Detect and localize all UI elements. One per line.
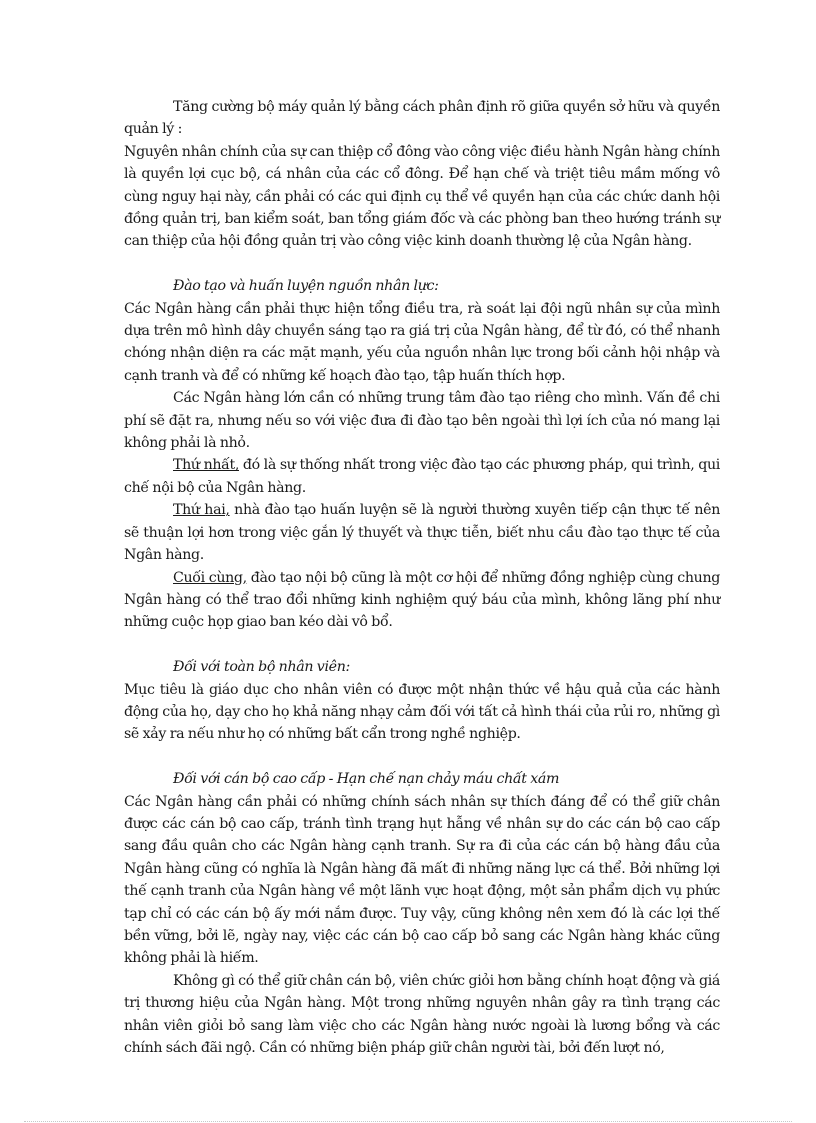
- spacer: [124, 746, 720, 768]
- section2-paragraph-3: [124, 454, 720, 499]
- section3-paragraph: Mục tiêu là giáo dục cho nhân viên có được một nhận thức về hậu quả của các hành động của họ, dạy cho họ khả năng nhạy cảm đối với tất cả hình thái của rủi ro, những gì sẽ xảy ra nếu như họ có những bất cẩn trong nghề nghiệp.: [124, 681, 720, 743]
- first-point-text: đó là sự thống nhất trong việc đào tạo các phương pháp, qui trình, qui chế nội bộ của Ngân hàng.: [124, 457, 720, 496]
- section4-paragraph-2: Không gì có thể giữ chân cán bộ, viên chức giỏi hơn bằng chính hoạt động và giá trị thương hiệu của Ngân hàng. Một trong những nguyên nhân gây ra tình trạng các nhân viên giỏi bỏ sang làm việc cho các Ngân hàng nước ngoài là lương bổng và các chính sách đãi ngộ. Cần có những biện pháp giữ chân người tài, bởi đến lượt nó,: [124, 972, 720, 1057]
- section3-heading: Đối với toàn bộ nhân viên:: [173, 659, 350, 676]
- section4-heading: Đối với cán bộ cao cấp - Hạn chế nạn chảy máu chất xám: [173, 771, 560, 788]
- spacer: [124, 634, 720, 656]
- second-point-label: Thứ hai,: [173, 502, 230, 519]
- final-point-label: Cuối cùng,: [173, 569, 247, 586]
- section2-paragraph-2: Các Ngân hàng lớn cần có những trung tâm đào tạo riêng cho mình. Vấn đề chi phí sẽ đặt ra, nhưng nếu so với việc đưa đi đào tạo bên ngoài thì lợi ích của nó mang lại không phải là nhỏ.: [124, 390, 720, 452]
- section2-heading: Đào tạo và huấn luyện nguồn nhân lực:: [173, 278, 439, 295]
- page-bottom-divider: [24, 1121, 792, 1122]
- section1-paragraph: Nguyên nhân chính của sự can thiệp cổ đông vào công việc điều hành Ngân hàng chính là quyền lợi cục bộ, cá nhân của các cổ đông. Để hạn chế và triệt tiêu mầm mống vô cùng nguy hại này, cần phải có các qui định cụ thể về quyền hạn của các chức danh hội đồng quản trị, ban kiểm soát, ban tổng giám đốc và các phòng ban theo hướng tránh sự can thiệp của hội đồng quản trị vào công việc kinh doanh thường lệ của Ngân hàng.: [124, 143, 720, 250]
- section2-paragraph-1: Các Ngân hàng cần phải thực hiện tổng điều tra, rà soát lại đội ngũ nhân sự của mình dựa trên mô hình dây chuyền sáng tạo ra giá trị của Ngân hàng, để từ đó, có thể nhanh chóng nhận diện ra các mặt mạnh, yếu của nguồn nhân lực trong bối cảnh hội nhập và cạnh tranh và để có những kế hoạch đào tạo, tập huấn thích hợp.: [124, 300, 720, 384]
- section1-intro: Tăng cường bộ máy quản lý bằng cách phân định rõ giữa quyền sở hữu và quyền quản lý :: [124, 99, 720, 138]
- first-point-label: Thứ nhất,: [173, 457, 239, 474]
- section2-paragraph-4: [124, 499, 720, 566]
- section2-paragraph-5: [124, 567, 720, 634]
- document-body: [124, 96, 720, 1059]
- final-point-text: đào tạo nội bộ cũng là một cơ hội để những đồng nghiệp cùng chung Ngân hàng có thể trao đổi những kinh nghiệm quý báu của mình, không lãng phí như những cuộc họp giao ban kéo dài vô bổ.: [124, 569, 720, 631]
- section4-paragraph-1: Các Ngân hàng cần phải có những chính sách nhân sự thích đáng để có thể giữ chân được các cán bộ cao cấp, tránh tình trạng hụt hẫng về nhân sự do các cán bộ cao cấp sang đầu quân cho các Ngân hàng cạnh tranh. Sự ra đi của các cán bộ hàng đầu của Ngân hàng cũng có nghĩa là Ngân hàng đã mất đi những năng lực cá thể. Bởi những lợi thế cạnh tranh của Ngân hàng về một lãnh vực hoạt động, một sản phẩm dịch vụ phức tạp chỉ có các cán bộ ấy mới nắm được. Tuy vậy, cũng không nên xem đó là các lợi thế bền vững, bởi lẽ, ngày nay, việc các cán bộ cao cấp bỏ sang các Ngân hàng khác cũng không phải là hiếm.: [124, 793, 720, 967]
- spacer: [124, 253, 720, 275]
- second-point-text: nhà đào tạo huấn luyện sẽ là người thường xuyên tiếp cận thực tế nên sẽ thuận lợi hơn trong việc gắn lý thuyết và thực tiễn, biết nhu cầu đào tạo thực tế của Ngân hàng.: [124, 502, 720, 564]
